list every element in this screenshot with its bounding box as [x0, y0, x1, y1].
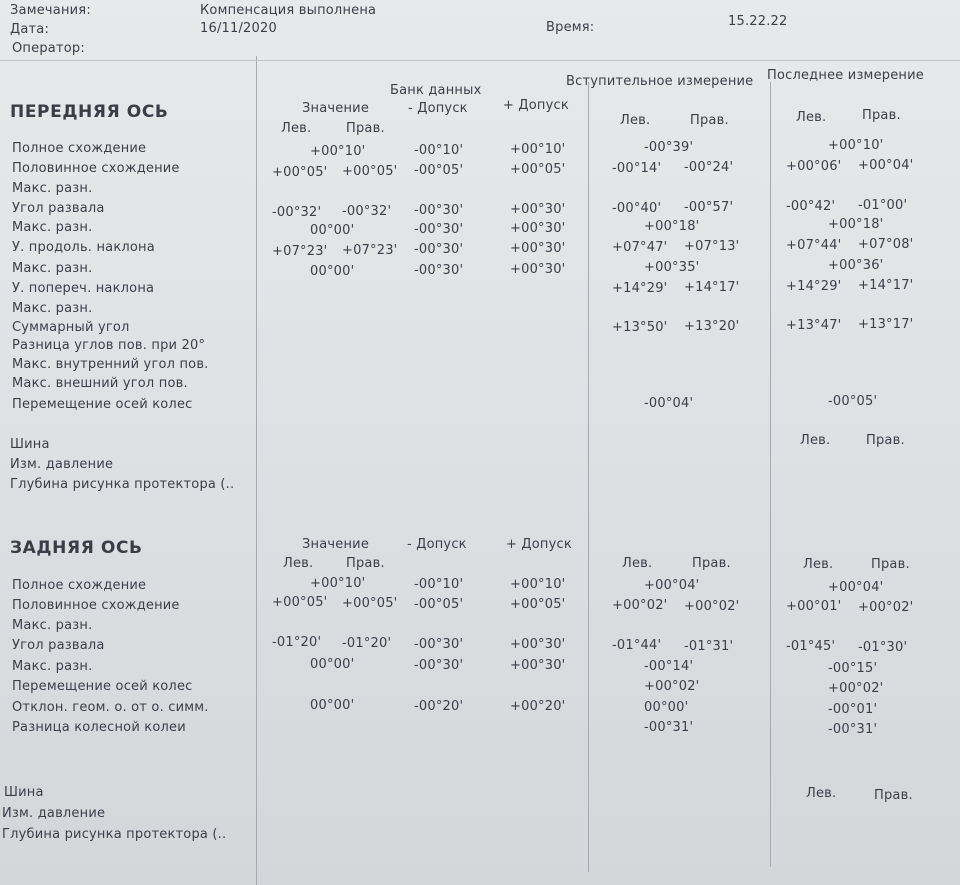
plus-tolerance-header: + Допуск	[503, 98, 569, 113]
rear-row-8-init-c: -00°31'	[644, 720, 694, 735]
front-row-1-minus: -00°10'	[414, 143, 464, 158]
rear-tread-label: Глубина рисунка протектора (..	[2, 827, 227, 842]
rear-row-2-minus: -00°05'	[414, 597, 464, 612]
front-row-7-val: 00°00'	[310, 264, 355, 279]
front-row-7-last-c: +00°36'	[828, 258, 884, 273]
rear-initial-right-header: Прав.	[692, 556, 731, 571]
front-row-2-plus: +00°05'	[510, 162, 566, 177]
rear-tire-label: Шина	[4, 785, 44, 800]
last-measure-header: Последнее измерение	[767, 68, 924, 83]
separator-last-column	[770, 82, 771, 867]
rear-row-4-init-l: -01°44'	[612, 638, 662, 653]
front-row-2-val-r: +00°05'	[342, 164, 398, 179]
rear-initial-left-header: Лев.	[622, 556, 653, 571]
rear-row-4-last-r: -01°30'	[858, 640, 908, 655]
rear-pressure-label: Изм. давление	[2, 806, 106, 821]
rear-row-2-val-l: +00°05'	[272, 595, 328, 610]
date-label: Дата:	[10, 22, 50, 37]
front-row-4-val-r: -00°32'	[342, 204, 392, 219]
initial-measure-header: Вступительное измерение	[566, 74, 754, 89]
rear-row-5-label: Макс. разн.	[12, 659, 93, 674]
remarks-value: Компенсация выполнена	[200, 3, 377, 18]
header-divider	[0, 60, 960, 61]
rear-row-1-last-c: +00°04'	[828, 580, 884, 595]
front-row-6-last-r: +07°08'	[858, 237, 914, 252]
front-axle-title: ПЕРЕДНЯЯ ОСЬ	[10, 102, 169, 122]
front-row-7-plus: +00°30'	[510, 262, 566, 277]
front-row-10-label: Суммарный угол	[12, 320, 130, 335]
operator-label: Оператор:	[12, 41, 85, 56]
rear-row-7-last-c: -00°01'	[828, 702, 878, 717]
front-row-5-plus: +00°30'	[510, 221, 566, 236]
rear-row-7-plus: +00°20'	[510, 699, 566, 714]
front-row-8-init-l: +14°29'	[612, 281, 668, 296]
front-row-2-last-r: +00°04'	[858, 158, 914, 173]
initial-right-header: Прав.	[690, 113, 729, 128]
rear-row-5-plus: +00°30'	[510, 658, 566, 673]
front-row-5-label: Макс. разн.	[12, 220, 93, 235]
front-row-6-init-l: +07°47'	[612, 240, 668, 255]
front-row-4-plus: +00°30'	[510, 202, 566, 217]
front-row-4-init-r: -00°57'	[684, 200, 734, 215]
rear-tire-right-header: Прав.	[874, 788, 913, 803]
front-row-7-label: Макс. разн.	[12, 261, 93, 276]
rear-row-7-val: 00°00'	[310, 698, 355, 713]
front-pressure-label: Изм. давление	[10, 457, 114, 472]
front-row-5-val: 00°00'	[310, 223, 355, 238]
front-row-11-label: Разница углов пов. при 20°	[12, 338, 206, 353]
rear-row-7-init-c: 00°00'	[644, 700, 689, 715]
front-row-10-init-r: +13°20'	[684, 319, 740, 334]
front-row-14-label: Перемещение осей колес	[12, 397, 193, 412]
front-tire-label: Шина	[10, 437, 50, 452]
front-tire-right-header: Прав.	[866, 433, 905, 448]
front-row-7-minus: -00°30'	[414, 263, 464, 278]
front-row-6-plus: +00°30'	[510, 241, 566, 256]
rear-tire-left-header: Лев.	[806, 786, 837, 801]
front-row-2-minus: -00°05'	[414, 163, 464, 178]
front-row-4-minus: -00°30'	[414, 203, 464, 218]
front-row-12-label: Макс. внутренний угол пов.	[12, 357, 209, 372]
rear-row-1-init-c: +00°04'	[644, 578, 700, 593]
time-label: Время:	[546, 20, 595, 35]
databank-header: Банк данных	[390, 83, 482, 98]
front-tire-left-header: Лев.	[800, 433, 831, 448]
front-row-10-last-l: +13°47'	[786, 318, 842, 333]
rear-row-4-val-r: -01°20'	[342, 636, 392, 651]
rear-row-5-init-c: -00°14'	[644, 659, 694, 674]
front-row-6-minus: -00°30'	[414, 242, 464, 257]
rear-row-1-label: Полное схождение	[12, 578, 147, 593]
rear-plus-tolerance-header: + Допуск	[506, 537, 572, 552]
rear-row-6-label: Перемещение осей колес	[12, 679, 193, 694]
front-row-8-label: У. попереч. наклона	[12, 281, 155, 296]
rear-row-1-val: +00°10'	[310, 576, 366, 591]
rear-value-header: Значение	[302, 537, 370, 552]
rear-row-6-last-c: +00°02'	[828, 681, 884, 696]
front-row-13-label: Макс. внешний угол пов.	[12, 376, 188, 391]
initial-left-header: Лев.	[620, 113, 651, 128]
front-row-2-last-l: +00°06'	[786, 159, 842, 174]
rear-axle-title: ЗАДНЯЯ ОСЬ	[10, 538, 143, 558]
value-header: Значение	[302, 101, 370, 116]
rear-row-8-last-c: -00°31'	[828, 722, 878, 737]
front-row-2-init-l: -00°14'	[612, 161, 662, 176]
rear-row-3-label: Макс. разн.	[12, 618, 93, 633]
rear-row-5-last-c: -00°15'	[828, 661, 878, 676]
remarks-label: Замечания:	[10, 3, 91, 18]
rear-row-5-minus: -00°30'	[414, 658, 464, 673]
front-row-6-val-l: +07°23'	[272, 244, 328, 259]
rear-minus-tolerance-header: - Допуск	[407, 537, 467, 552]
front-row-14-last-c: -00°05'	[828, 394, 878, 409]
front-row-1-label: Полное схождение	[12, 141, 147, 156]
front-row-6-label: У. продоль. наклона	[12, 240, 155, 255]
front-row-5-init-c: +00°18'	[644, 219, 700, 234]
rear-row-2-last-l: +00°01'	[786, 599, 842, 614]
rear-row-4-plus: +00°30'	[510, 637, 566, 652]
front-row-2-val-l: +00°05'	[272, 165, 328, 180]
minus-tolerance-header: - Допуск	[408, 101, 468, 116]
front-row-1-init-c: -00°39'	[644, 140, 694, 155]
front-row-10-init-l: +13°50'	[612, 320, 668, 335]
date-value: 16/11/2020	[200, 21, 277, 36]
front-row-5-last-c: +00°18'	[828, 217, 884, 232]
front-row-1-plus: +00°10'	[510, 142, 566, 157]
front-row-3-label: Макс. разн.	[12, 181, 93, 196]
front-tread-label: Глубина рисунка протектора (..	[10, 477, 235, 492]
rear-value-left-header: Лев.	[283, 556, 314, 571]
rear-row-2-init-r: +00°02'	[684, 599, 740, 614]
separator-initial-column	[588, 82, 589, 872]
front-row-9-label: Макс. разн.	[12, 301, 93, 316]
rear-row-7-label: Отклон. геом. о. от о. симм.	[12, 700, 209, 715]
front-row-4-last-l: -00°42'	[786, 199, 836, 214]
rear-value-right-header: Прав.	[346, 556, 385, 571]
rear-last-left-header: Лев.	[803, 557, 834, 572]
separator-label-column	[256, 56, 257, 885]
value-right-header: Прав.	[346, 121, 385, 136]
front-row-8-init-r: +14°17'	[684, 280, 740, 295]
front-row-10-last-r: +13°17'	[858, 317, 914, 332]
rear-row-7-minus: -00°20'	[414, 699, 464, 714]
time-value: 15.22.22	[728, 14, 788, 29]
front-row-4-label: Угол развала	[12, 201, 105, 216]
front-row-4-last-r: -01°00'	[858, 198, 908, 213]
rear-row-4-init-r: -01°31'	[684, 639, 734, 654]
rear-last-right-header: Прав.	[871, 557, 910, 572]
front-row-2-init-r: -00°24'	[684, 160, 734, 175]
front-row-6-init-r: +07°13'	[684, 239, 740, 254]
rear-row-2-label: Половинное схождение	[12, 598, 180, 613]
rear-row-1-minus: -00°10'	[414, 577, 464, 592]
front-row-4-init-l: -00°40'	[612, 201, 662, 216]
last-left-header: Лев.	[796, 110, 827, 125]
rear-row-2-val-r: +00°05'	[342, 596, 398, 611]
front-row-14-init-c: -00°04'	[644, 396, 694, 411]
rear-row-2-last-r: +00°02'	[858, 600, 914, 615]
rear-row-8-label: Разница колесной колеи	[12, 720, 186, 735]
rear-row-6-init-c: +00°02'	[644, 679, 700, 694]
rear-row-1-plus: +00°10'	[510, 577, 566, 592]
rear-row-5-val: 00°00'	[310, 657, 355, 672]
front-row-2-label: Половинное схождение	[12, 161, 180, 176]
front-row-7-init-c: +00°35'	[644, 260, 700, 275]
front-row-8-last-r: +14°17'	[858, 278, 914, 293]
rear-row-4-label: Угол развала	[12, 638, 105, 653]
last-right-header: Прав.	[862, 108, 901, 123]
front-row-1-last-c: +00°10'	[828, 138, 884, 153]
value-left-header: Лев.	[281, 121, 312, 136]
front-row-1-val: +00°10'	[310, 144, 366, 159]
rear-row-4-last-l: -01°45'	[786, 639, 836, 654]
front-row-6-val-r: +07°23'	[342, 243, 398, 258]
rear-row-2-plus: +00°05'	[510, 597, 566, 612]
rear-row-2-init-l: +00°02'	[612, 598, 668, 613]
rear-row-4-minus: -00°30'	[414, 637, 464, 652]
rear-row-4-val-l: -01°20'	[272, 635, 322, 650]
front-row-5-minus: -00°30'	[414, 222, 464, 237]
front-row-4-val-l: -00°32'	[272, 205, 322, 220]
front-row-6-last-l: +07°44'	[786, 238, 842, 253]
front-row-8-last-l: +14°29'	[786, 279, 842, 294]
